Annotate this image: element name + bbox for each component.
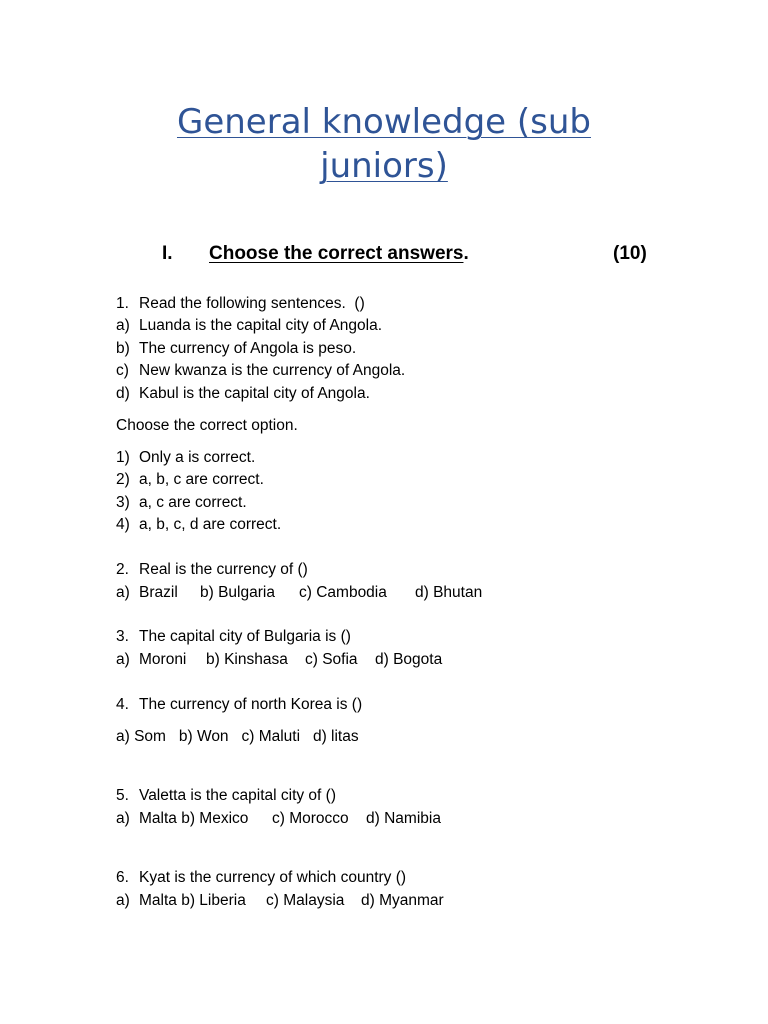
statement-c (116, 361, 405, 381)
question-2-options (116, 583, 482, 603)
section-title (209, 243, 469, 265)
choice-label: 2) (116, 471, 130, 488)
question-5-options (116, 809, 441, 829)
question-4 (116, 695, 362, 715)
option: Moroni (139, 651, 187, 668)
choice-text: Only a is correct. (139, 449, 256, 466)
option: d) Bogota (375, 651, 443, 668)
option: b) Kinshasa (206, 651, 288, 668)
question-text: The currency of north Korea is () (139, 696, 363, 713)
choice-label: 3) (116, 494, 130, 511)
option-label: a) (116, 584, 130, 601)
question-text: Real is the currency of () (139, 561, 308, 578)
option: d) Bhutan (415, 584, 483, 601)
choice-4 (116, 515, 281, 535)
option: Malta b) Liberia (139, 892, 246, 909)
question-6 (116, 868, 406, 888)
option: d) Namibia (366, 810, 441, 827)
question-number: 3. (116, 628, 129, 645)
option: c) Malaysia (266, 892, 345, 909)
section-heading (0, 243, 768, 269)
statement-text: Luanda is the capital city of Angola. (139, 317, 382, 334)
section-marks: (10) (613, 243, 647, 264)
question-5 (116, 786, 336, 806)
statement-d (116, 384, 370, 404)
option: b) Bulgaria (200, 584, 275, 601)
statement-label: a) (116, 317, 130, 334)
question-number: 5. (116, 787, 129, 804)
question-text: Valetta is the capital city of () (139, 787, 336, 804)
question-text: Kyat is the currency of which country () (139, 869, 407, 886)
choice-2 (116, 470, 264, 490)
option: c) Cambodia (299, 584, 387, 601)
option: c) Morocco (272, 810, 349, 827)
page-title (0, 100, 768, 188)
choice-label: 1) (116, 449, 130, 466)
option: Brazil (139, 584, 178, 601)
section-number: I. (162, 243, 173, 264)
option-label: a) (116, 651, 130, 668)
choice-text: a, c are correct. (139, 494, 247, 511)
statement-text: New kwanza is the currency of Angola. (139, 362, 406, 379)
question-4-options: a) Som b) Won c) Maluti d) litas (116, 728, 359, 745)
statement-text: The currency of Angola is peso. (139, 340, 357, 357)
choice-label: 4) (116, 516, 130, 533)
question-number: 2. (116, 561, 129, 578)
choice-3 (116, 493, 247, 513)
option-label: a) (116, 810, 130, 827)
choice-text: a, b, c are correct. (139, 471, 264, 488)
statement-b (116, 339, 356, 359)
option-label: a) (116, 892, 130, 909)
choice-1 (116, 448, 255, 468)
statement-text: Kabul is the capital city of Angola. (139, 385, 370, 402)
choose-prompt: Choose the correct option. (116, 417, 298, 434)
question-text: Read the following sentences. () (139, 295, 365, 312)
section-title-punct: . (463, 243, 469, 264)
title-line-2: juniors) (320, 146, 448, 186)
question-3-options (116, 650, 442, 670)
question-text: The capital city of Bulgaria is () (139, 628, 351, 645)
statement-label: d) (116, 385, 130, 402)
section-title-text: Choose the correct answers (209, 243, 464, 264)
option: c) Sofia (305, 651, 358, 668)
statement-label: c) (116, 362, 129, 379)
question-number: 1. (116, 295, 129, 312)
option: Malta b) Mexico (139, 810, 249, 827)
statement-a (116, 316, 382, 336)
question-1 (116, 294, 365, 314)
question-3 (116, 627, 351, 647)
title-line-1: General knowledge (sub (176, 102, 591, 142)
choice-text: a, b, c, d are correct. (139, 516, 282, 533)
question-number: 4. (116, 696, 129, 713)
option: d) Myanmar (361, 892, 444, 909)
statement-label: b) (116, 340, 130, 357)
question-6-options (116, 891, 444, 911)
question-2 (116, 560, 308, 580)
question-number: 6. (116, 869, 129, 886)
